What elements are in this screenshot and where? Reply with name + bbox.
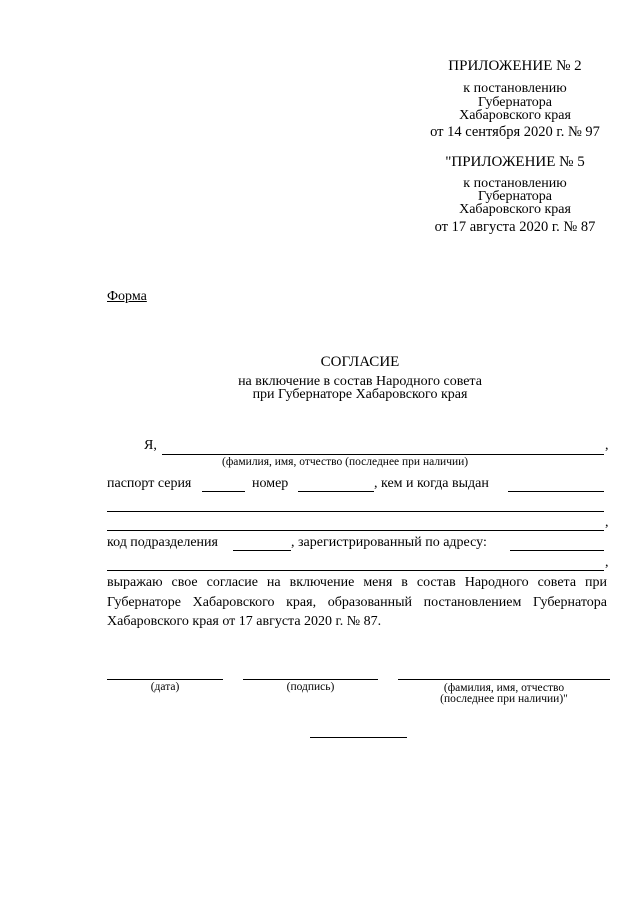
passport-number-label: номер [252,476,289,491]
date-line[interactable] [107,679,223,680]
form-label: Форма [107,289,147,304]
fio-line[interactable] [162,454,604,455]
appendix-5-title: "ПРИЛОЖЕНИЕ № 5 [445,154,585,170]
appendix-2-date: от 14 сентября 2020 г. № 97 [430,124,600,140]
signature-line[interactable] [243,679,378,680]
heading-subtitle-1: на включение в состав Народного совета [238,374,482,389]
heading-subtitle-2: при Губернаторе Хабаровского края [252,387,468,402]
division-code-line[interactable] [233,550,291,551]
fio-signature-caption-2: (последнее при наличии)" [440,693,568,705]
date-caption: (дата) [150,681,180,693]
fio-caption: (фамилия, имя, отчество (последнее при наличии) [222,456,469,468]
fio-comma: , [605,438,609,453]
appendix-5-line1: к постановлению [463,176,567,191]
issued-by-line[interactable] [508,491,604,492]
appendix-2-line2: Губернатора [477,95,553,110]
consent-line-3: Хабаровского края от 17 августа 2020 г. № 87. [107,614,382,629]
closing-divider [310,737,407,738]
appendix-5-line3: Хабаровского края [459,202,571,217]
heading-title: СОГЛАСИЕ [320,354,400,370]
issued-comma: , [605,515,609,530]
appendix-2-line1: к постановлению [463,81,567,96]
i-label: Я, [144,438,157,453]
appendix-5-date: от 17 августа 2020 г. № 87 [434,219,596,235]
issued-by-line-3[interactable] [107,530,604,531]
appendix-2-title: ПРИЛОЖЕНИЕ № 2 [448,58,582,74]
passport-series-label: паспорт серия [107,476,192,491]
appendix-5-line2: Губернатора [477,189,553,204]
signature-caption: (подпись) [286,681,335,693]
passport-series-line[interactable] [202,491,245,492]
division-code-label: код подразделения [107,535,218,550]
fio-signature-line[interactable] [398,679,610,680]
passport-number-line[interactable] [298,491,374,492]
consent-line-2: Губернаторе Хабаровского края, образованный постановлением Губернатора [107,595,607,610]
appendix-2-line3: Хабаровского края [459,108,571,123]
address-line[interactable] [510,550,604,551]
address-comma: , [605,555,609,570]
issued-by-line-2[interactable] [107,511,604,512]
issued-by-label: , кем и когда выдан [374,476,489,491]
registered-address-label: , зарегистрированный по адресу: [291,535,487,550]
fio-signature-caption-1: (фамилия, имя, отчество [443,682,565,694]
consent-line-1: выражаю свое согласие на включение меня в состав Народного совета при [107,575,607,590]
address-line-2[interactable] [107,570,604,571]
